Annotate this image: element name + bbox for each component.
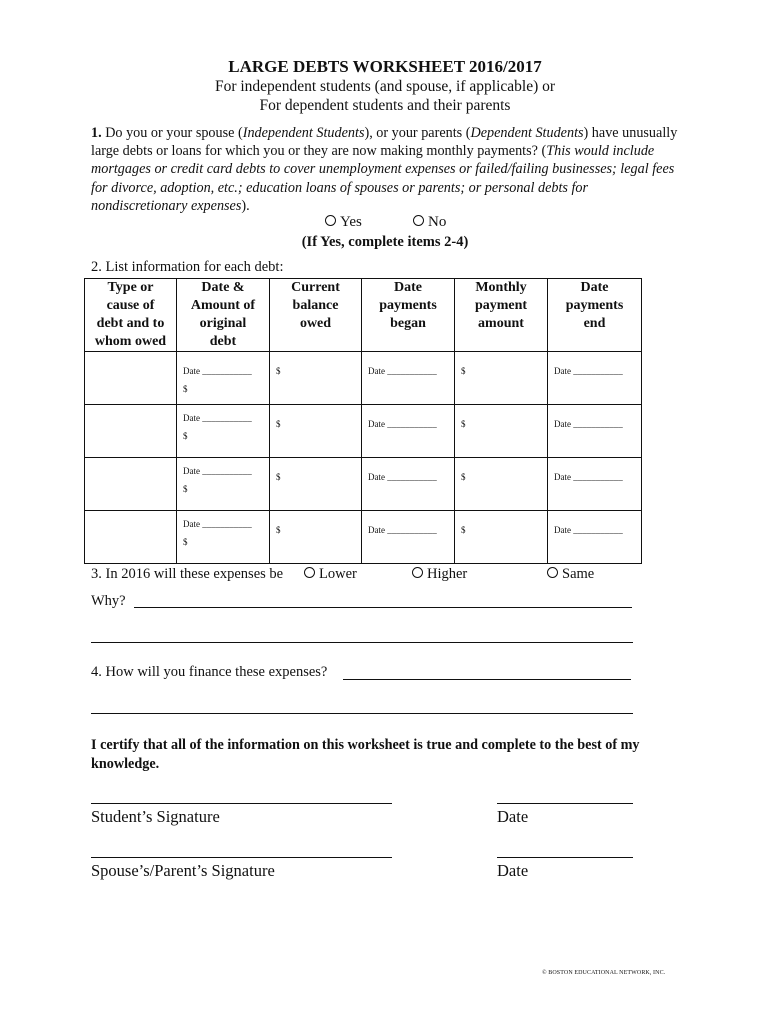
date-field: Date ___________ (554, 525, 623, 535)
certification-statement: I certify that all of the information on this worksheet is true and complete to the best of my knowledge. (91, 737, 640, 772)
q1-no-option[interactable] (413, 214, 446, 231)
cell-end[interactable] (548, 511, 642, 564)
question-3-label (91, 566, 283, 583)
student-signature-line[interactable] (91, 803, 392, 804)
date-field: Date ___________ (183, 413, 252, 423)
header-date-end: Date payments end (548, 279, 642, 352)
q1-text: ) have unusually large debts or loans for which you or they are now making monthly payments? ( (91, 125, 678, 160)
dollar-sign: $ (276, 525, 281, 535)
debts-table (84, 278, 642, 564)
date-field: Date ___________ (183, 366, 252, 376)
no-radio-icon[interactable] (413, 215, 424, 226)
finance-answer-line-2[interactable] (91, 713, 633, 714)
cell-began[interactable] (362, 458, 455, 511)
q1-text: ), or your parents ( (364, 125, 471, 141)
table-row (85, 458, 642, 511)
lower-radio-icon[interactable] (304, 567, 315, 578)
spouse-parent-signature-line[interactable] (91, 857, 392, 858)
header-current-balance: Current balance owed (270, 279, 362, 352)
cell-began[interactable] (362, 405, 455, 458)
date-field: Date ___________ (368, 525, 437, 535)
table-row (85, 405, 642, 458)
cell-original[interactable] (177, 405, 270, 458)
spouse-parent-date-label: Date (497, 861, 529, 880)
date-field: Date ___________ (183, 519, 252, 529)
cell-end[interactable] (548, 352, 642, 405)
header-date-amount: Date & Amount of original debt (177, 279, 270, 352)
cell-balance[interactable] (270, 511, 362, 564)
spouse-parent-signature-label: Spouse’s/Parent’s Signature (91, 861, 275, 880)
dollar-sign: $ (183, 537, 188, 547)
cell-type[interactable] (85, 405, 177, 458)
cell-balance[interactable] (270, 458, 362, 511)
page-title: LARGE DEBTS WORKSHEET 2016/2017 (228, 57, 542, 76)
q1-independent: Independent Students (242, 125, 365, 141)
higher-radio-icon[interactable] (412, 567, 423, 578)
table-header-row (85, 279, 642, 352)
cell-balance[interactable] (270, 352, 362, 405)
higher-label: Higher (427, 566, 468, 582)
cell-monthly[interactable] (455, 511, 548, 564)
student-date-label: Date (497, 807, 529, 826)
date-field: Date ___________ (554, 419, 623, 429)
why-answer-line[interactable] (134, 607, 632, 608)
cell-monthly[interactable] (455, 405, 548, 458)
q3-lower-option[interactable] (304, 566, 357, 583)
cell-began[interactable] (362, 511, 455, 564)
same-radio-icon[interactable] (547, 567, 558, 578)
q3-higher-option[interactable] (412, 566, 467, 583)
dollar-sign: $ (461, 419, 466, 429)
cell-end[interactable] (548, 458, 642, 511)
cell-type[interactable] (85, 352, 177, 405)
why-label: Why? (91, 593, 126, 609)
yes-radio-icon[interactable] (325, 215, 336, 226)
dollar-sign: $ (183, 431, 188, 441)
date-field: Date ___________ (554, 366, 623, 376)
spouse-parent-date-line[interactable] (497, 857, 633, 858)
q3-same-option[interactable] (547, 566, 594, 583)
cell-balance[interactable] (270, 405, 362, 458)
student-signature-label: Student’s Signature (91, 807, 220, 826)
yes-label: Yes (340, 214, 362, 230)
dollar-sign: $ (276, 472, 281, 482)
lower-label: Lower (319, 566, 357, 582)
cell-original[interactable] (177, 458, 270, 511)
q1-text: ). (241, 197, 250, 214)
copyright-notice: © BOSTON EDUCATIONAL NETWORK, INC. (542, 970, 666, 976)
header-monthly-payment: Monthly payment amount (455, 279, 548, 352)
question-2-label: 2. List information for each debt: (91, 259, 284, 275)
cell-began[interactable] (362, 352, 455, 405)
dollar-sign: $ (461, 472, 466, 482)
cell-monthly[interactable] (455, 352, 548, 405)
subtitle-dependent: For dependent students and their parents (259, 97, 511, 114)
date-field: Date ___________ (368, 366, 437, 376)
date-field: Date ___________ (368, 419, 437, 429)
table-row (85, 352, 642, 405)
question-4-label: 4. How will you finance these expenses? (91, 664, 328, 680)
cell-monthly[interactable] (455, 458, 548, 511)
q1-yes-option[interactable] (325, 214, 362, 231)
subtitle-independent: For independent students (and spouse, if applicable) or (214, 78, 556, 95)
q1-number: 1. (91, 125, 102, 141)
date-field: Date ___________ (368, 472, 437, 482)
cell-original[interactable] (177, 352, 270, 405)
header-date-began: Date payments began (362, 279, 455, 352)
why-answer-line-2[interactable] (91, 642, 633, 643)
question-1 (91, 124, 681, 215)
header-type: Type or cause of debt and to whom owed (85, 279, 177, 352)
student-date-line[interactable] (497, 803, 633, 804)
date-field: Date ___________ (554, 472, 623, 482)
dollar-sign: $ (183, 484, 188, 494)
q1-instruction: (If Yes, complete items 2-4) (301, 234, 469, 250)
same-label: Same (562, 566, 595, 582)
dollar-sign: $ (461, 366, 466, 376)
no-label: No (428, 214, 447, 230)
dollar-sign: $ (276, 419, 281, 429)
q1-examples: This would include mortgages or credit card debts to cover unemployment expenses or failed/failing businesses; legal fees for divorce, adoption, etc.; education loans of spouses or parents; or personal debts for nondiscretionary expenses (91, 143, 675, 214)
cell-type[interactable] (85, 511, 177, 564)
cell-end[interactable] (548, 405, 642, 458)
cell-original[interactable] (177, 511, 270, 564)
date-field: Date ___________ (183, 466, 252, 476)
q1-text: Do you or your spouse ( (101, 125, 243, 141)
q3-text: 3. In 2016 will these expenses be (91, 566, 284, 582)
finance-answer-line[interactable] (343, 679, 631, 680)
q1-dependent: Dependent Students (470, 125, 584, 141)
dollar-sign: $ (183, 384, 188, 394)
table-row (85, 511, 642, 564)
cell-type[interactable] (85, 458, 177, 511)
dollar-sign: $ (276, 366, 281, 376)
dollar-sign: $ (461, 525, 466, 535)
